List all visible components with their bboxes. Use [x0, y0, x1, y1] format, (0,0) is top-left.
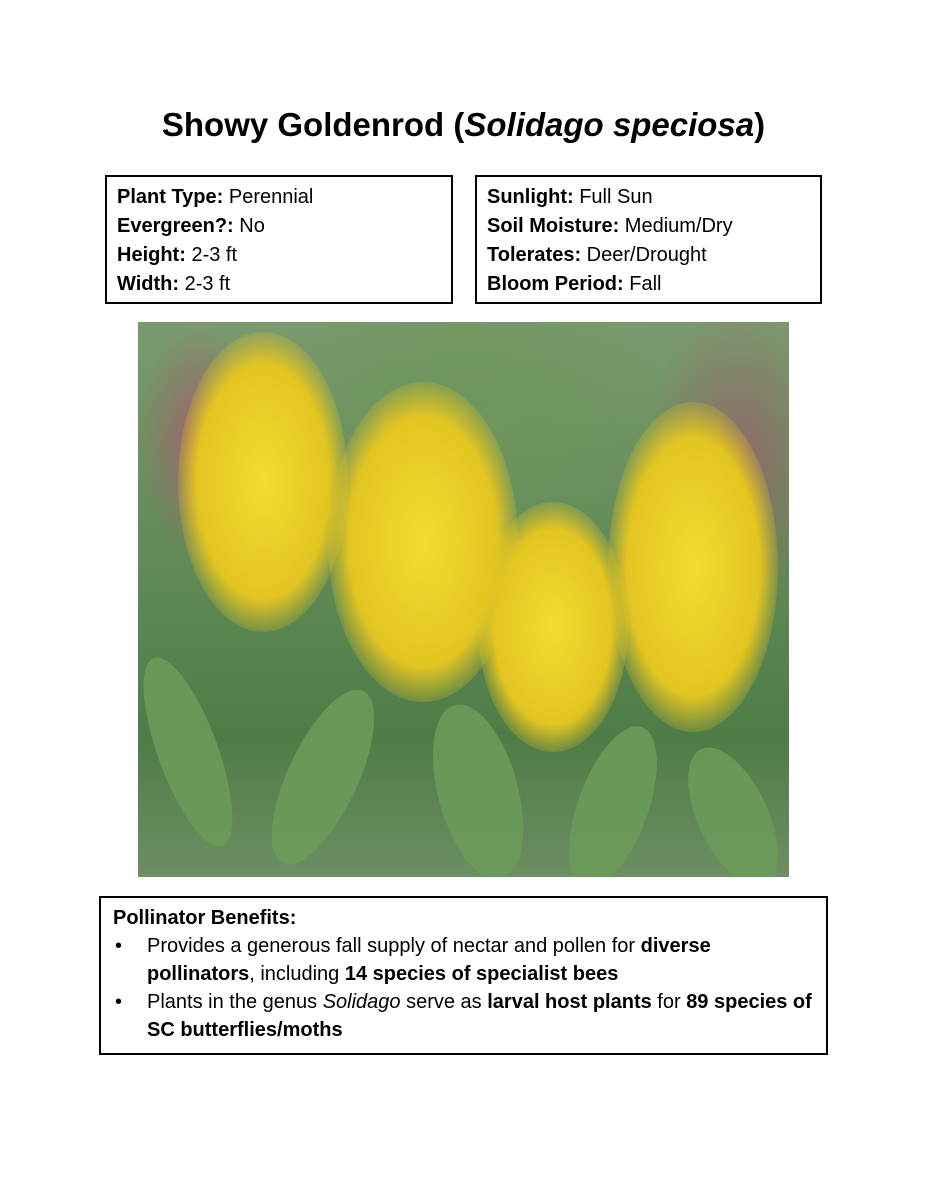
text: serve as — [400, 991, 488, 1013]
height-row — [117, 241, 441, 270]
width-row — [117, 270, 441, 299]
plant-info-box — [105, 175, 453, 304]
common-name: Showy Goldenrod ( — [161, 106, 465, 143]
label: Sunlight: — [487, 186, 574, 208]
label: Tolerates: — [487, 244, 582, 266]
text: , including — [249, 963, 345, 985]
text: 89 species of SC butterflies/moths — [147, 991, 812, 1041]
value: 2-3 ft — [185, 244, 238, 266]
benefit-item — [113, 988, 814, 1044]
pollinator-benefits-box — [99, 896, 828, 1055]
label: Width: — [117, 273, 180, 295]
plant-type-row — [117, 183, 441, 212]
label: Evergreen?: — [117, 215, 234, 237]
flower-cluster — [178, 332, 348, 632]
label: Height: — [117, 244, 186, 266]
text: Plants in the genus — [147, 991, 323, 1013]
value: Medium/Dry — [619, 215, 733, 237]
flower-cluster — [478, 502, 628, 752]
value: 2-3 ft — [179, 273, 231, 295]
tolerates-row — [487, 241, 810, 270]
page-title — [0, 106, 927, 144]
text: Solidago — [322, 991, 401, 1013]
text: for — [651, 991, 687, 1013]
text: 14 species of specialist bees — [344, 963, 619, 985]
leaf — [251, 676, 395, 877]
value: No — [233, 215, 265, 237]
soil-moisture-row — [487, 212, 810, 241]
leaf — [138, 648, 250, 856]
label: Soil Moisture: — [487, 215, 620, 237]
label: Plant Type: — [117, 186, 224, 208]
leaf — [670, 734, 789, 877]
value: Fall — [623, 273, 662, 295]
value: Deer/Drought — [581, 244, 707, 266]
text: diverse pollinators — [147, 935, 711, 985]
text: larval host plants — [487, 991, 652, 1013]
value: Full Sun — [573, 186, 653, 208]
evergreen-row — [117, 212, 441, 241]
label: Bloom Period: — [487, 273, 624, 295]
benefits-heading: Pollinator Benefits: — [113, 907, 297, 929]
growing-conditions-box — [475, 175, 822, 304]
title-paren: ) — [754, 106, 766, 143]
goldenrod-photo — [138, 322, 789, 877]
flower-cluster — [608, 402, 778, 732]
scientific-name: Solidago speciosa — [464, 106, 755, 143]
text: Provides a generous fall supply of nectar and pollen for — [147, 935, 641, 957]
bloom-period-row — [487, 270, 810, 299]
value: Perennial — [223, 186, 314, 208]
benefit-item — [113, 932, 814, 988]
sunlight-row — [487, 183, 810, 212]
